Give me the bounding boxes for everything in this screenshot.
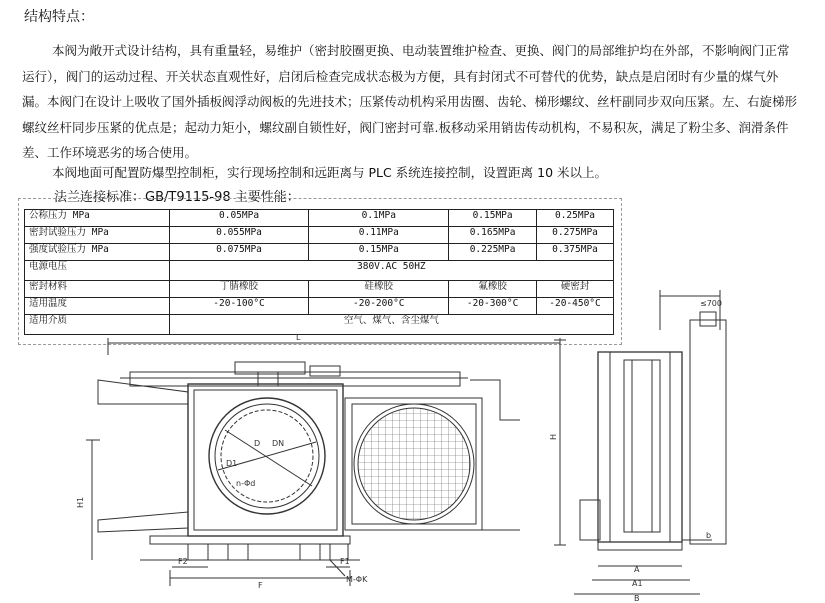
table-cell: 0.1MPa (309, 210, 449, 227)
dim-label-DN: DN (272, 439, 285, 448)
table-cell: 0.11MPa (309, 227, 449, 244)
dim-label-L: L (296, 333, 301, 342)
table-cell: 密封材料 (25, 281, 170, 298)
table-cell: 0.25MPa (537, 210, 614, 227)
dim-label-D1: D1 (226, 459, 238, 468)
table-cell: 380V.AC 50HZ (169, 261, 613, 281)
dim-label-B: B (634, 594, 640, 603)
table-cell: 适用介质 (25, 315, 170, 335)
dim-label-A1: A1 (632, 579, 643, 588)
table-cell: -20-200°C (309, 298, 449, 315)
table-cell: 丁腈橡胶 (169, 281, 309, 298)
table-cell: 0.05MPa (169, 210, 309, 227)
table-cell: 电源电压 (25, 261, 170, 281)
spec-caption: 法兰连接标准：GB/T9115-98 主要性能： (54, 190, 300, 205)
dim-label-F2: F2 (178, 557, 188, 566)
table-cell: 0.15MPa (449, 210, 537, 227)
table-cell: 0.055MPa (169, 227, 309, 244)
dim-label-H1: H1 (76, 496, 85, 508)
table-cell: 硬密封 (537, 281, 614, 298)
table-cell: -20-100°C (169, 298, 309, 315)
table-cell: 0.275MPa (537, 227, 614, 244)
table-cell: 0.375MPa (537, 244, 614, 261)
table-cell: 0.075MPa (169, 244, 309, 261)
dim-label-C700: ≤700 (700, 299, 722, 308)
valve-side-view (549, 290, 726, 603)
dim-label-nd: n-Φd (236, 479, 256, 488)
structure-paragraph: 本阀为敞开式设计结构，具有重量轻，易维护（密封胶圈更换、电动装置维护检查、更换、阀门的局部维护均在外部，不影响阀门正常运行），阀门的运动过程、开关状态直观性好，启闭后检查完成状态极为方便，具有封闭式不可替代的优势，缺点是启闭时有少量的煤气外漏。本阀门在设计上吸收了国外插板阀浮动阀板的先进技术；压紧传动机构采用齿圈、齿轮、梯形螺纹、丝杆副同步双向压紧。左、右旋梯形螺纹丝杆同步压紧的优点是；起动力矩小，螺纹副自锁性好，阀门密封可靠.板移动采用销齿传动机构，不易积灰，满足了粉尘多、润滑条件差、工作环境恶劣的场合使用。 (22, 43, 798, 160)
table-cell: 强度试验压力 MPa (25, 244, 170, 261)
control-paragraph: 本阀地面可配置防爆型控制柜，实行现场控制和远距离与 PLC 系统连接控制，设置距离 10 米以上。 (52, 165, 608, 180)
table-cell: 公称压力 MPa (25, 210, 170, 227)
table-cell: 0.225MPa (449, 244, 537, 261)
dim-label-MK: M-ΦK (346, 575, 368, 584)
table-cell: 空气、煤气、含尘煤气 (169, 315, 613, 335)
dim-label-b: b (706, 531, 712, 540)
dimension-L (108, 333, 560, 355)
table-cell: -20-450°C (537, 298, 614, 315)
section-heading: 结构特点： (24, 9, 94, 25)
table-cell: 硅橡胶 (309, 281, 449, 298)
table-cell: 适用温度 (25, 298, 170, 315)
dim-label-F: F (258, 581, 263, 590)
table-cell: 0.15MPa (309, 244, 449, 261)
dim-label-H: H (549, 433, 558, 440)
dim-label-D: D (254, 439, 261, 448)
dim-label-A: A (634, 565, 640, 574)
table-cell: 密封试验压力 MPa (25, 227, 170, 244)
dim-label-F1: F1 (340, 557, 350, 566)
gate-plate (345, 380, 520, 530)
table-cell: 氟橡胶 (449, 281, 537, 298)
table-cell: -20-300°C (449, 298, 537, 315)
table-cell: 0.165MPa (449, 227, 537, 244)
